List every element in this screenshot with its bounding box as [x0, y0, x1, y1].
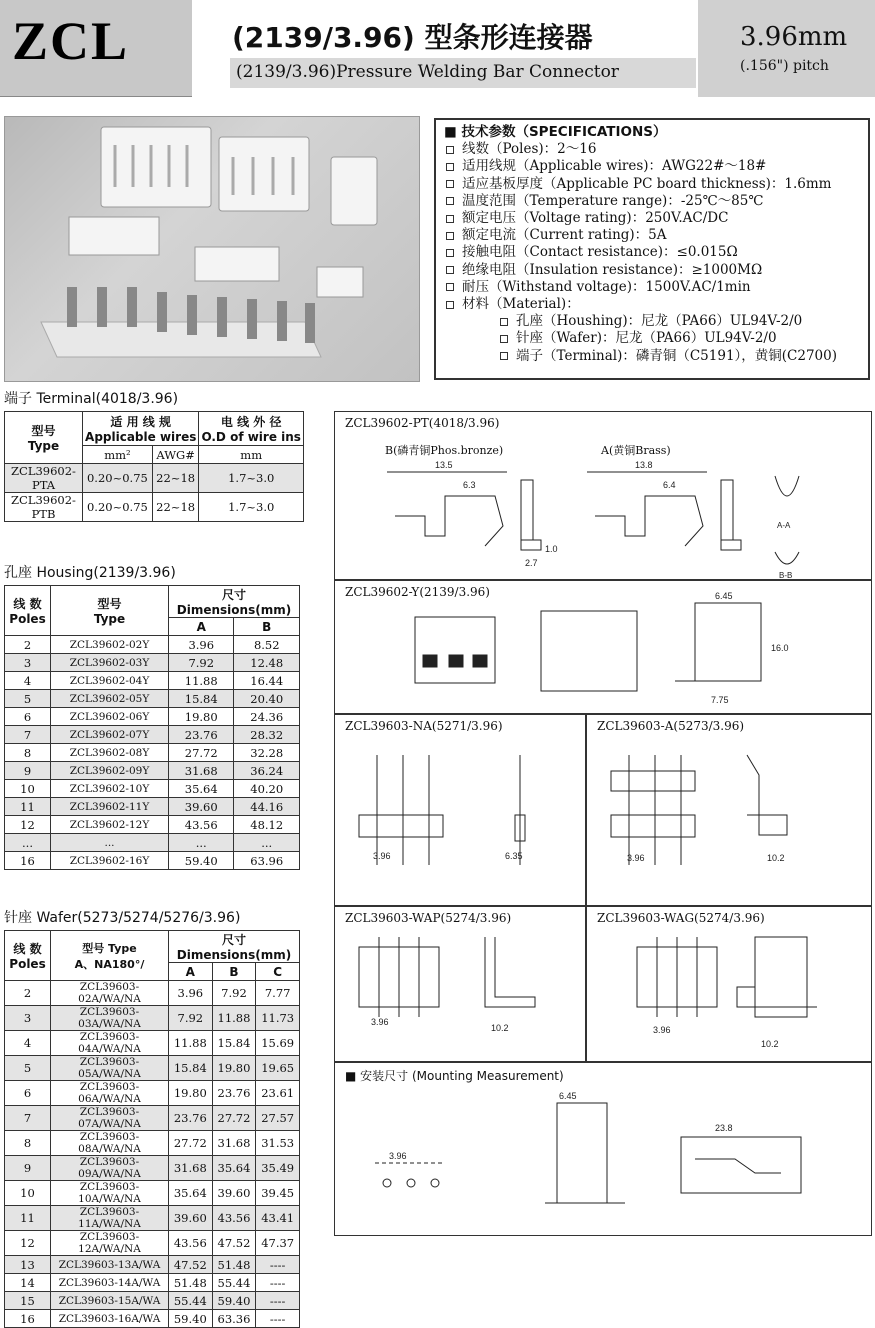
table-cell: ZCL39602-04Y — [51, 672, 169, 690]
spec-item: 绝缘电阻（Insulation resistance)：≥1000MΩ — [444, 262, 860, 279]
table-cell: 43.56 — [169, 1231, 213, 1256]
na-drawing — [335, 715, 585, 905]
table-row — [5, 1106, 300, 1131]
table-cell: 4 — [5, 1031, 51, 1056]
spec-item: 额定电流（Current rating)：5A — [444, 227, 860, 244]
table-cell: 55.44 — [169, 1292, 213, 1310]
table-cell: ... — [169, 834, 234, 852]
housing-table: 线 数 Poles 型号 Type 尺寸 Dimensions(mm) A B 2 ZCL39602-02Y 3.96 8.52 3 ZCL39602-03Y 7.92 12.48 4 ZCL39602-04Y 11.88 16.44 5 ZCL39602-05Y 15.84 20.40 6 ZCL39602-06Y 19.80 24.36 7 ZCL39602-07Y 23.76 28.32 8 ZCL39602-08Y 27.72 32.28 9 ZCL39602-09Y 31.68 36.24 10 ZCL39602-10Y 35.64 40.20 11 ZCL39602-11Y 39.60 44.16 12 ZCL39602-12Y 43.56 48.12 ... ... ... ... 16 ZCL39602-16Y 59.40 63.96 — [4, 585, 300, 870]
table-cell: 23.76 — [169, 1106, 213, 1131]
table-cell: 7.92 — [169, 654, 234, 672]
spec-item: 材料（Material)： — [444, 296, 860, 313]
svg-text:1.0: 1.0 — [545, 544, 558, 554]
wag-drawing-panel — [586, 906, 872, 1062]
table-row — [5, 834, 300, 852]
table-cell: ---- — [256, 1292, 300, 1310]
table-cell: 35.64 — [169, 1181, 213, 1206]
table-cell: ZCL39602-05Y — [51, 690, 169, 708]
svg-text:23.8: 23.8 — [715, 1123, 733, 1133]
material-item: 针座（Wafer)：尼龙（PA66）UL94V-2/0 — [444, 330, 860, 347]
table-cell: ZCL39603-16A/WA — [51, 1310, 169, 1328]
wafer-table: 线 数 Poles 型号 Type A、NA180°/ 尺寸 Dimensions(mm) A B C 2 ZCL39603-02A/WA/NA 3.96 7.92 7.77 3 ZCL39603-03A/WA/NA 7.92 11.88 11.73 4 ZCL39603-04A/WA/NA 11.88 15.84 15.69 5 ZCL39603-05A/WA/NA 15.84 19.80 19.65 6 ZCL39603-06A/WA/NA 19.80 23.76 23.61 7 ZCL39603-07A/WA/NA 23.76 27.72 27.57 8 ZCL39603-08A/WA/NA 27.72 31.68 31.53 9 ZCL39603-09A/WA/NA 31.68 35.64 35.49 10 ZCL39603-10A/WA/NA 35.64 39.60 39.45 11 ZCL39603-11A/WA/NA 39.60 43.56 43.41 12 ZCL39603-12A/WA/NA 43.56 47.52 47.37 13 ZCL39603-13A/WA 47.52 51.48 ---- 14 ZCL39603-14A/WA 51.48 55.44 ---- 15 ZCL39603-15A/WA 55.44 59.40 ---- 16 ZCL39603-16A/WA 59.40 63.36 ---- — [4, 930, 300, 1328]
svg-text:2.7: 2.7 — [525, 558, 538, 568]
svg-text:13.8: 13.8 — [635, 460, 653, 470]
svg-text:16.0: 16.0 — [771, 643, 789, 653]
header-title-block — [192, 0, 698, 97]
table-cell: 59.40 — [169, 852, 234, 870]
table-cell: 43.56 — [169, 816, 234, 834]
svg-text:6.3: 6.3 — [463, 480, 476, 490]
table-cell: ZCL39603-13A/WA — [51, 1256, 169, 1274]
table-cell: 13 — [5, 1256, 51, 1274]
table-cell: 39.60 — [212, 1181, 256, 1206]
table-row — [5, 1310, 300, 1328]
wap-drawing — [335, 907, 585, 1061]
table-cell: 40.20 — [234, 780, 300, 798]
table-cell: 11 — [5, 1206, 51, 1231]
table-row — [5, 690, 300, 708]
table-cell: 12.48 — [234, 654, 300, 672]
material-item: 孔座（Houshing)：尼龙（PA66）UL94V-2/0 — [444, 313, 860, 330]
table-cell: 28.32 — [234, 726, 300, 744]
table-cell: ZCL39603-14A/WA — [51, 1274, 169, 1292]
table-cell: 35.64 — [169, 780, 234, 798]
mounting-drawing — [335, 1063, 871, 1235]
table-cell: ZCL39602-16Y — [51, 852, 169, 870]
table-cell: ZCL39603-04A/WA/NA — [51, 1031, 169, 1056]
table-cell: 19.65 — [256, 1056, 300, 1081]
spec-item: 接触电阻（Contact resistance)：≤0.015Ω — [444, 244, 860, 261]
table-cell: 43.41 — [256, 1206, 300, 1231]
svg-text:3.96: 3.96 — [371, 1017, 389, 1027]
table-cell: 7 — [5, 726, 51, 744]
table-row — [5, 1031, 300, 1056]
table-row — [5, 1206, 300, 1231]
spec-item: 适用线规（Applicable wires)：AWG22#～18# — [444, 158, 860, 175]
brand-logo: ZCL — [12, 11, 130, 71]
table-cell: ZCL39603-08A/WA/NA — [51, 1131, 169, 1156]
svg-text:6.45: 6.45 — [715, 591, 733, 601]
panel-title: ZCL39603-WAP(5274/3.96) — [345, 911, 512, 925]
table-cell: 24.36 — [234, 708, 300, 726]
table-cell: 6 — [5, 708, 51, 726]
table-row — [5, 1231, 300, 1256]
table-cell: 55.44 — [212, 1274, 256, 1292]
table-row — [5, 654, 300, 672]
table-row — [5, 1256, 300, 1274]
table-row — [5, 1006, 300, 1031]
table-cell: 10 — [5, 1181, 51, 1206]
svg-text:3.96: 3.96 — [389, 1151, 407, 1161]
table-cell: ZCL39603-09A/WA/NA — [51, 1156, 169, 1181]
table-cell: 27.57 — [256, 1106, 300, 1131]
table-cell: ZCL39602-07Y — [51, 726, 169, 744]
table-cell: 47.52 — [212, 1231, 256, 1256]
table-row — [5, 1181, 300, 1206]
table-cell: 11.88 — [212, 1006, 256, 1031]
table-cell: 16 — [5, 852, 51, 870]
table-cell: 3.96 — [169, 981, 213, 1006]
title-english-bar — [230, 58, 696, 88]
table-cell: 3 — [5, 1006, 51, 1031]
housing-drawing — [335, 581, 871, 713]
table-cell: 27.72 — [169, 744, 234, 762]
table-cell: 27.72 — [212, 1106, 256, 1131]
table-cell: 43.56 — [212, 1206, 256, 1231]
product-photo — [4, 116, 420, 382]
table-cell: 8.52 — [234, 636, 300, 654]
table-row — [5, 798, 300, 816]
terminal-drawing — [335, 456, 871, 580]
title-chinese: (2139/3.96) 型条形连接器 — [232, 21, 593, 54]
table-cell: 19.80 — [169, 708, 234, 726]
table-row — [5, 981, 300, 1006]
table-row — [5, 726, 300, 744]
table-cell: 39.60 — [169, 798, 234, 816]
table-cell: 51.48 — [212, 1256, 256, 1274]
table-cell: 9 — [5, 1156, 51, 1181]
table-cell: 10 — [5, 780, 51, 798]
table-row — [5, 708, 300, 726]
wafer-section-title: 针座 Wafer(5273/5274/5276/3.96) — [4, 910, 241, 926]
table-cell: 16 — [5, 1310, 51, 1328]
terminal-b-label: B(磷青铜Phos.bronze) — [385, 444, 504, 457]
table-cell: 12 — [5, 1231, 51, 1256]
table-cell: 23.76 — [212, 1081, 256, 1106]
table-cell: 2 — [5, 981, 51, 1006]
svg-text:3.96: 3.96 — [373, 851, 391, 861]
table-cell: 32.28 — [234, 744, 300, 762]
table-cell: ZCL39603-02A/WA/NA — [51, 981, 169, 1006]
table-cell: 44.16 — [234, 798, 300, 816]
table-cell: ZCL39603-03A/WA/NA — [51, 1006, 169, 1031]
spec-item: 额定电压（Voltage rating)：250V.AC/DC — [444, 210, 860, 227]
svg-text:10.2: 10.2 — [491, 1023, 509, 1033]
table-row — [5, 852, 300, 870]
spec-item: 适应基板厚度（Applicable PC board thickness)：1.6mm — [444, 176, 860, 193]
table-row — [5, 1131, 300, 1156]
panel-title: ZCL39602-PT(4018/3.96) — [345, 416, 500, 430]
table-cell: 35.64 — [212, 1156, 256, 1181]
terminal-a-label: A(黄铜Brass) — [601, 444, 671, 457]
svg-text:6.4: 6.4 — [663, 480, 676, 490]
table-cell: 15.84 — [212, 1031, 256, 1056]
table-cell: ZCL39603-12A/WA/NA — [51, 1231, 169, 1256]
table-cell: 14 — [5, 1274, 51, 1292]
table-cell: ZCL39602-02Y — [51, 636, 169, 654]
table-row — [5, 744, 300, 762]
a-drawing — [587, 715, 871, 905]
table-cell: ---- — [256, 1310, 300, 1328]
table-cell: 15 — [5, 1292, 51, 1310]
svg-text:3.96: 3.96 — [653, 1025, 671, 1035]
table-cell: ZCL39603-15A/WA — [51, 1292, 169, 1310]
terminal-table: 型号 Type 适 用 线 规 Applicable wires 电 线 外 径 O.D of wire ins mm² AWG# mm ZCL39602-PTA 0.20~0.75 22~18 1.7~3.0 ZCL39602-PTB 0.20~0.75 22~18 1.7~3.0 — [4, 411, 304, 522]
material-item: 端子（Terminal)：磷青铜（C5191），黄铜(C2700) — [444, 348, 860, 365]
spec-item: 线数（Poles)：2～16 — [444, 141, 860, 158]
table-row — [5, 1056, 300, 1081]
table-row — [5, 672, 300, 690]
table-cell: 9 — [5, 762, 51, 780]
table-cell: 31.68 — [169, 1156, 213, 1181]
header-logo-block — [0, 0, 192, 97]
table-row — [5, 816, 300, 834]
table-cell: 5 — [5, 690, 51, 708]
svg-text:3.96: 3.96 — [627, 853, 645, 863]
panel-title: ZCL39603-NA(5271/3.96) — [345, 719, 503, 733]
table-cell: ZCL39602-08Y — [51, 744, 169, 762]
table-cell: 6 — [5, 1081, 51, 1106]
table-cell: ZCL39602-11Y — [51, 798, 169, 816]
table-cell: ---- — [256, 1274, 300, 1292]
table-cell: ... — [51, 834, 169, 852]
table-cell: 31.53 — [256, 1131, 300, 1156]
table-row: ZCL39602-PTA 0.20~0.75 22~18 1.7~3.0 — [5, 464, 304, 493]
table-cell: ZCL39603-06A/WA/NA — [51, 1081, 169, 1106]
table-cell: 7.92 — [212, 981, 256, 1006]
table-cell: ZCL39603-11A/WA/NA — [51, 1206, 169, 1231]
table-cell: 59.40 — [169, 1310, 213, 1328]
table-row — [5, 1081, 300, 1106]
svg-text:7.75: 7.75 — [711, 695, 729, 705]
table-cell: ZCL39602-09Y — [51, 762, 169, 780]
table-cell: 23.61 — [256, 1081, 300, 1106]
table-cell: ZCL39602-12Y — [51, 816, 169, 834]
table-cell: ---- — [256, 1256, 300, 1274]
table-cell: ... — [5, 834, 51, 852]
mounting-panel — [334, 1062, 872, 1236]
table-cell: ZCL39603-10A/WA/NA — [51, 1181, 169, 1206]
table-row — [5, 762, 300, 780]
table-row: ZCL39602-PTB 0.20~0.75 22~18 1.7~3.0 — [5, 493, 304, 522]
table-cell: 11.88 — [169, 1031, 213, 1056]
panel-title: ZCL39603-WAG(5274/3.96) — [597, 911, 765, 925]
table-cell: 2 — [5, 636, 51, 654]
housing-section-title: 孔座 Housing(2139/3.96) — [4, 565, 176, 581]
table-cell: 12 — [5, 816, 51, 834]
table-cell: ZCL39603-07A/WA/NA — [51, 1106, 169, 1131]
table-cell: 59.40 — [212, 1292, 256, 1310]
table-cell: 63.96 — [234, 852, 300, 870]
table-cell: 3 — [5, 654, 51, 672]
svg-text:B-B: B-B — [779, 571, 793, 580]
table-cell: 19.80 — [212, 1056, 256, 1081]
housing-drawing-panel — [334, 580, 872, 714]
svg-text:10.2: 10.2 — [761, 1039, 779, 1049]
table-cell: 11.73 — [256, 1006, 300, 1031]
table-cell: 47.37 — [256, 1231, 300, 1256]
table-cell: 15.84 — [169, 1056, 213, 1081]
table-cell: ZCL39603-05A/WA/NA — [51, 1056, 169, 1081]
wag-drawing — [587, 907, 871, 1061]
table-cell: 63.36 — [212, 1310, 256, 1328]
table-cell: 27.72 — [169, 1131, 213, 1156]
table-row — [5, 780, 300, 798]
table-cell: ... — [234, 834, 300, 852]
terminal-drawing-panel — [334, 411, 872, 580]
table-cell: 5 — [5, 1056, 51, 1081]
specifications-heading: ■ 技术参数（SPECIFICATIONS） — [444, 124, 667, 140]
table-cell: 4 — [5, 672, 51, 690]
table-cell: 7 — [5, 1106, 51, 1131]
svg-text:6.45: 6.45 — [559, 1091, 577, 1101]
a-drawing-panel — [586, 714, 872, 906]
table-cell: 19.80 — [169, 1081, 213, 1106]
table-cell: 15.84 — [169, 690, 234, 708]
spec-item: 温度范围（Temperature range)：-25℃～85℃ — [444, 193, 860, 210]
table-row — [5, 1274, 300, 1292]
na-drawing-panel — [334, 714, 586, 906]
pitch-mm: 3.96mm — [740, 22, 848, 52]
table-cell: ZCL39602-03Y — [51, 654, 169, 672]
table-cell: 11 — [5, 798, 51, 816]
table-cell: 51.48 — [169, 1274, 213, 1292]
table-cell: 7.77 — [256, 981, 300, 1006]
table-cell: 15.69 — [256, 1031, 300, 1056]
table-cell: 35.49 — [256, 1156, 300, 1181]
table-cell: 16.44 — [234, 672, 300, 690]
panel-title: ZCL39603-A(5273/3.96) — [597, 719, 745, 733]
table-row — [5, 1292, 300, 1310]
table-cell: 47.52 — [169, 1256, 213, 1274]
wap-drawing-panel — [334, 906, 586, 1062]
title-english: (2139/3.96)Pressure Welding Bar Connector — [236, 62, 619, 82]
product-photo-illustration — [5, 117, 421, 383]
table-cell: 31.68 — [212, 1131, 256, 1156]
svg-text:A-A: A-A — [777, 521, 791, 530]
table-cell: 8 — [5, 744, 51, 762]
spec-item: 耐压（Withstand voltage)：1500V.AC/1min — [444, 279, 860, 296]
svg-text:6.35: 6.35 — [505, 851, 523, 861]
table-cell: ZCL39602-10Y — [51, 780, 169, 798]
table-cell: ZCL39602-06Y — [51, 708, 169, 726]
table-cell: 39.45 — [256, 1181, 300, 1206]
table-cell: 23.76 — [169, 726, 234, 744]
table-cell: 3.96 — [169, 636, 234, 654]
table-row — [5, 1156, 300, 1181]
pitch-inch: (.156") pitch — [740, 58, 829, 74]
table-cell: 8 — [5, 1131, 51, 1156]
table-cell: 31.68 — [169, 762, 234, 780]
header-pitch-block — [698, 0, 875, 97]
table-cell: 11.88 — [169, 672, 234, 690]
svg-text:10.2: 10.2 — [767, 853, 785, 863]
table-cell: 7.92 — [169, 1006, 213, 1031]
panel-title: ■ 安装尺寸 (Mounting Measurement) — [345, 1069, 564, 1083]
svg-text:13.5: 13.5 — [435, 460, 453, 470]
table-cell: 36.24 — [234, 762, 300, 780]
table-cell: 48.12 — [234, 816, 300, 834]
terminal-section-title: 端子 Terminal(4018/3.96) — [4, 391, 179, 407]
table-cell: 39.60 — [169, 1206, 213, 1231]
panel-title: ZCL39602-Y(2139/3.96) — [345, 585, 490, 599]
table-row — [5, 636, 300, 654]
specifications-box — [434, 118, 870, 380]
table-cell: 20.40 — [234, 690, 300, 708]
